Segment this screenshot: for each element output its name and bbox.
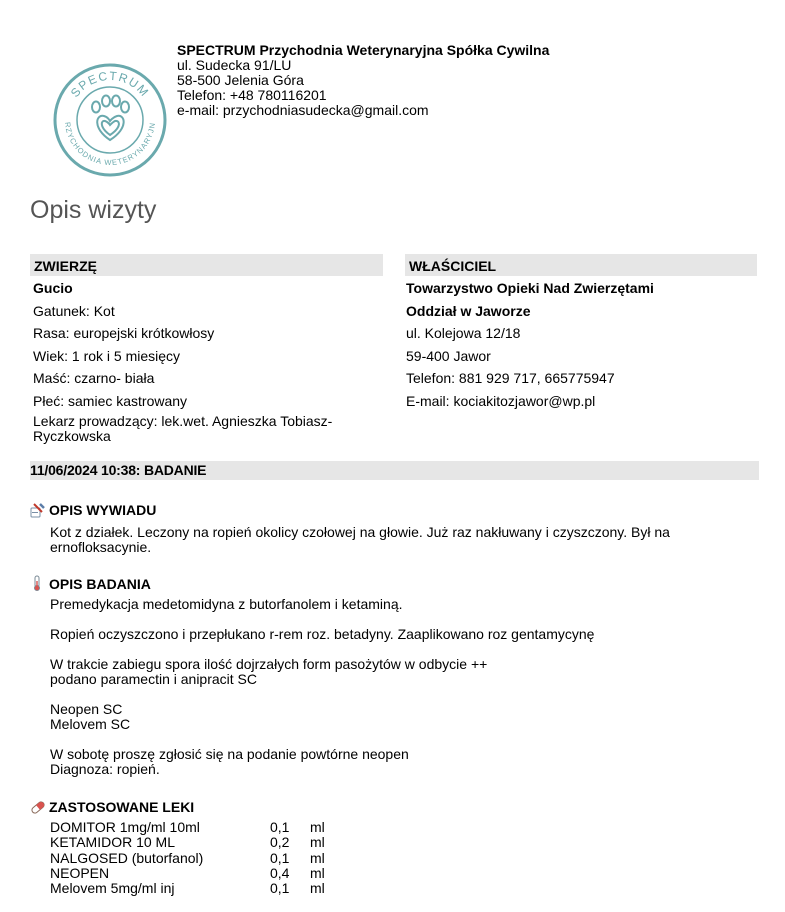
exam-heading	[30, 575, 151, 592]
owner-phone: Telefon: 881 929 717, 665775947	[406, 370, 615, 386]
history-text	[50, 525, 770, 555]
owner-details	[406, 277, 756, 412]
animal-sex: Płeć: samiec kastrowany	[33, 392, 188, 409]
clinic-logo	[52, 62, 168, 178]
medication-quantity: 0,1	[270, 880, 290, 897]
owner-city: 59-400 Jawor	[406, 347, 491, 364]
medication-unit: ml	[310, 834, 325, 851]
animal-name: Gucio	[33, 280, 73, 296]
animal-section-header: ZWIERZĘ	[30, 254, 383, 276]
medication-row	[50, 851, 340, 866]
meds-title: ZASTOSOWANE LEKI	[49, 799, 195, 815]
exam-text	[50, 597, 770, 777]
animal-details	[33, 277, 373, 412]
medication-unit: ml	[310, 849, 325, 866]
owner-street: ul. Kolejowa 12/18	[406, 325, 521, 341]
interview-icon	[30, 502, 46, 518]
medication-row	[50, 820, 340, 835]
medication-quantity: 0,4	[270, 864, 290, 881]
owner-section-header: WŁAŚCICIEL	[405, 254, 757, 276]
history-title: OPIS WYWIADU	[49, 502, 157, 518]
doctor-line-2: Ryczkowska	[33, 428, 111, 444]
clinic-name: SPECTRUM Przychodnia Weterynaryjna Spółka Cywilna	[177, 42, 550, 58]
medication-name: NEOPEN	[50, 864, 110, 881]
exam-title: OPIS BADANIA	[49, 575, 151, 592]
pill-icon	[30, 800, 46, 815]
medication-table	[50, 820, 340, 896]
medication-row	[50, 835, 340, 850]
exam-diagnosis: Diagnoza: ropień.	[50, 761, 160, 777]
animal-species: Gatunek: Kot	[33, 302, 115, 319]
owner-name-line-2: Oddział w Jaworze	[406, 302, 531, 319]
history-line-2: ernofloksacynie.	[50, 539, 152, 555]
exam-drug-2: Melovem SC	[50, 716, 131, 732]
medication-quantity: 0,1	[270, 819, 290, 835]
medication-row	[50, 866, 340, 881]
clinic-email: e-mail: przychodniasudecka@gmail.com	[177, 102, 429, 118]
clinic-header	[177, 43, 549, 118]
meds-heading	[30, 799, 194, 815]
medication-name: DOMITOR 1mg/ml 10ml	[50, 819, 200, 835]
exam-parasites: W trakcie zabiegu spora ilość dojrzałych form pasożytów w odbycie ++	[50, 656, 488, 672]
exam-followup: W sobotę proszę zgłosić się na podanie powtórne neopen	[50, 746, 409, 762]
clinic-phone: Telefon: +48 780116201	[177, 87, 327, 103]
exam-parasite-treatment: podano paramectin i anipracit SC	[50, 671, 258, 687]
logo-top-text: SPECTRUM	[67, 68, 153, 100]
history-heading	[30, 502, 156, 518]
thermometer-icon	[30, 575, 46, 592]
logo-bottom-text: RZYCHODNIA WETERYNARYJN	[62, 121, 158, 168]
clinic-city: 58-500 Jelenia Góra	[177, 72, 304, 88]
medication-row	[50, 881, 340, 896]
medication-unit: ml	[310, 880, 325, 897]
medication-unit: ml	[310, 819, 325, 835]
page-title: Opis wizyty	[30, 196, 157, 224]
medication-unit: ml	[310, 864, 325, 881]
exam-premedication: Premedykacja medetomidyna z butorfanolem i ketaminą.	[50, 596, 403, 612]
clinic-address: ul. Sudecka 91/LU	[177, 57, 292, 73]
history-line-1: Kot z działek. Leczony na ropień okolicy czołowej na głowie. Już raz nakłuwany i czyszczony. Był na	[50, 524, 670, 540]
exam-procedure: Ropień oczyszczono i przepłukano r-rem roz. betadyny. Zaaplikowano roz gentamycynę	[50, 626, 595, 642]
animal-age: Wiek: 1 rok i 5 miesięcy	[33, 347, 181, 364]
medication-name: NALGOSED (butorfanol)	[50, 849, 204, 866]
exam-drug-1: Neopen SC	[50, 701, 123, 717]
animal-breed: Rasa: europejski krótkowłosy	[33, 325, 215, 341]
medication-name: KETAMIDOR 10 ML	[50, 834, 175, 851]
medication-quantity: 0,1	[270, 849, 290, 866]
medication-quantity: 0,2	[270, 834, 290, 851]
owner-email: E-mail: kociakitozjawor@wp.pl	[406, 392, 596, 409]
owner-name-line-1: Towarzystwo Opieki Nad Zwierzętami	[406, 280, 654, 296]
doctor-line-1: Lekarz prowadzący: lek.wet. Agnieszka Tobiasz-	[33, 413, 333, 429]
medication-name: Melovem 5mg/ml inj	[50, 880, 175, 897]
animal-color: Maść: czarno- biała	[33, 370, 155, 386]
visit-header: 11/06/2024 10:38: BADANIE	[30, 461, 759, 480]
attending-doctor	[33, 414, 363, 444]
